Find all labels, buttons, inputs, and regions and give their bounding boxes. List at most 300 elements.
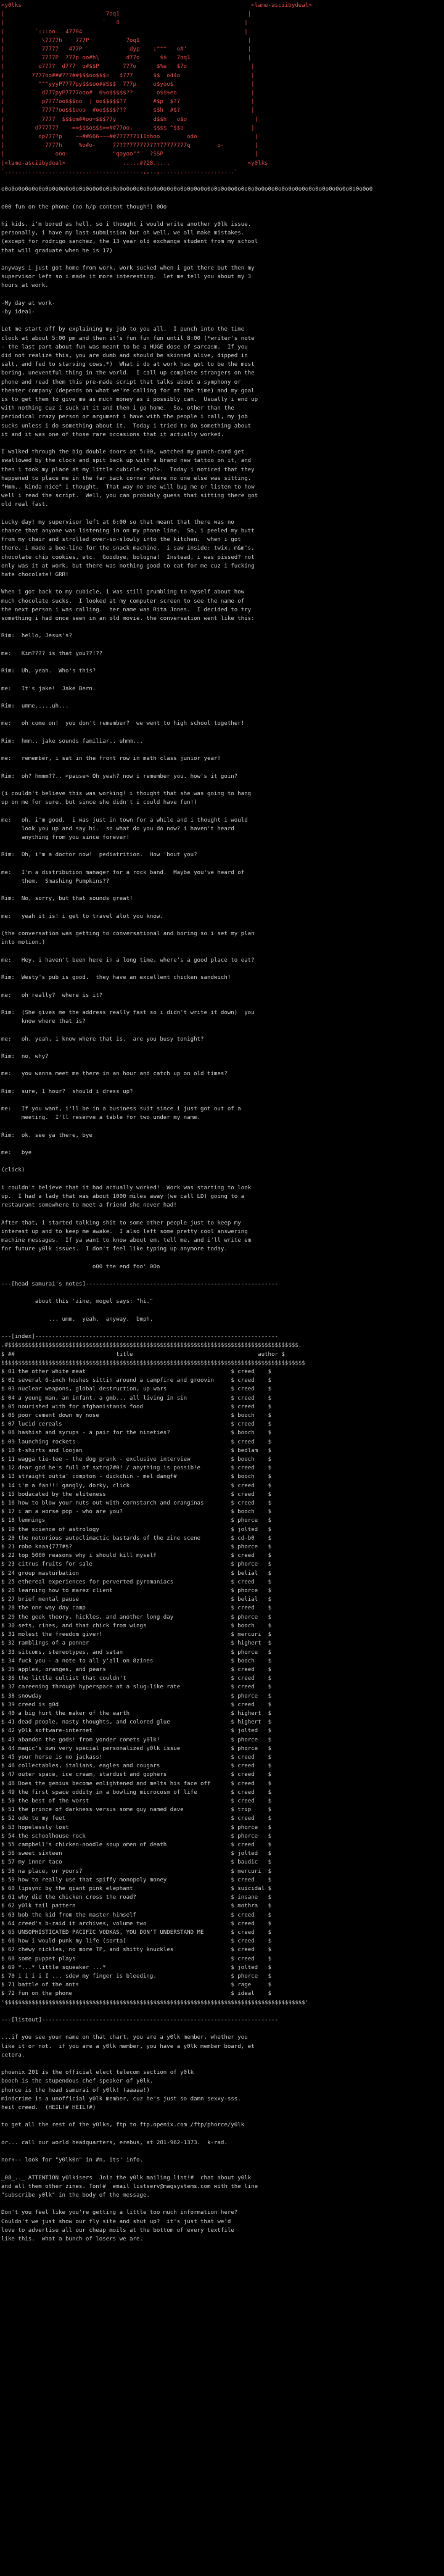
table-row: $ 47 outer space, ice cream, stardust and gophers $ creed $ [1,1772,272,1778]
row-number: 34 [7,1657,15,1664]
table-row: $ 61 why did the chicken cross the road? $ insane $ [1,1894,272,1901]
row-title: snowday [18,1693,228,1699]
listout-paragraph: phoenix 201 is the official elect telecom section of y0lk booch is the stupendous chef speaker of y0lk. phorce is the head samurai of y0lk! (aaaaa!) mindcrime is a unofficial y0lk member, cuz he's just so damn sexxy-sss. heil creed. (HEIL!# HEIL!#) [1,2070,241,2112]
row-author: ideal [237,1991,265,1997]
row-title: group masturbation [18,1570,228,1577]
row-number: 37 [7,1684,15,1691]
row-number: 45 [7,1754,15,1761]
row-author: phorce [237,1544,265,1551]
table-row: $ 63 bob the kid from the master himself $ creed $ [1,1912,272,1918]
row-number: 14 [7,1482,15,1489]
row-number: 32 [7,1640,15,1647]
row-number: 18 [7,1517,15,1524]
story-paragraph: When i got back to my cubicle, i was still grumbling to myself about how much chocolate sucks. I looked at my computer screen to see the name of the next person i was calling. her name was Rita Jones. I decided to try something i had once seen in an old movie. the conversation went like this: [1,589,255,622]
row-title: the best of the worst [18,1798,228,1804]
row-number: 41 [7,1719,15,1726]
ascii-header-tags [0,1,444,10]
table-row: $ 05 nourished with for afghanistanis food $ creed $ [1,1403,272,1410]
dialogue-line [0,702,444,711]
row-author: creed [237,1482,265,1489]
table-row: $ 54 the schoolhouse rock $ phorce $ [1,1833,272,1839]
row-number: 28 [7,1605,15,1612]
ascii-divider-bottom: `.........................................,,..,......................' [1,168,238,175]
row-number: 11 [7,1456,15,1463]
row-author: booch [237,1430,265,1437]
dialogue-line [0,1105,444,1122]
row-number: 56 [7,1851,15,1857]
row-author: creed [237,1947,265,1954]
dialogue-text: oh, i'm good. i was just in town for a while and i thought i would look you up and say hi. so what do you do now? i haven't heard anything from you since forever! [21,817,248,841]
row-title: i i i i I ... sdew my finger is bleeding. [18,1973,228,1980]
row-title: how to really use that spiffy monopoly money [18,1876,228,1883]
row-number: 40 [7,1710,15,1717]
row-author: suicidal [237,1885,265,1892]
story-paragraph: I walked through the big double doors at 5:00, watched my punch-card get swallowed by the clock and spit back up with a brand new tattoo on it, and then i took my place at my little cubicle <sp?>. Today i noticed that they happened to place me in the far back corner where no one else was sitting. "Hmm.. kinda nice" i thought. That way no one will bug me or listen to how well i read the script. Well, you can probably guess that sitting there got old real fast. [1,449,258,508]
row-author: jolted [237,1728,265,1735]
row-number: 09 [7,1439,15,1445]
story-click: (click) [1,1167,25,1174]
row-title: my inner taco [18,1859,228,1866]
table-row: $ 34 fuck you - a note to all y'all on 8zines $ booch $ [1,1657,272,1664]
dialogue-line [0,719,444,728]
row-author: phorce [237,1561,265,1568]
row-author: phorce [237,1736,265,1743]
row-number: 64 [7,1920,15,1927]
table-row: $ 26 learning how to marez client $ phorce $ [1,1588,272,1595]
table-row: $ 65 UNSOPHISTICATED PACIFIC VODKAS, YOU DON'T UNDERSTAND ME $ creed $ [1,1930,272,1936]
row-author: jolted [237,1526,265,1533]
row-number: 38 [7,1693,15,1699]
row-author: booch [237,1657,265,1664]
table-row: $ 27 brief mental pause $ belial $ [1,1596,272,1603]
table-row: $ 06 poor cement down my nose $ booch $ [1,1413,272,1419]
dialogue-text: oh come on! you don't remember? we went to high school together! [21,720,245,727]
table-row: $ 43 abandon the gods! from yonder comets y0lk! $ phorce $ [1,1736,272,1743]
row-number: 53 [7,1824,15,1831]
row-author: booch [237,1509,265,1516]
dialogue-text: I'm a distribution manager for a rock band. Maybe you've heard of them. Smashing Pumpkins?? [21,869,245,885]
row-author: booch [237,1622,265,1629]
row-number: 60 [7,1885,15,1892]
row-number: 01 [7,1369,15,1375]
row-author: creed [237,1403,265,1410]
story-closing: After that, i started talking shit to some other people just to keep my interest up and to keep me awake. I also left some pretty cool answering machine messages. If ya want to know about em, tell me, and i'll write em for future y0lk issues. I don't feel like typing up anymore today. [1,1220,252,1253]
table-row: $ 14 i'm a fan!!! gangly, dorky, click $ creed $ [1,1482,272,1489]
dialogue-line [0,754,444,763]
row-author: highert [237,1719,265,1726]
row-number: 42 [7,1728,15,1735]
row-title: *...* little squeaker ...* [18,1964,228,1971]
index-table [0,1368,444,1999]
row-number: 51 [7,1807,15,1814]
table-row: $ 24 group masturbation $ belial $ [1,1570,272,1577]
row-number: 52 [7,1815,15,1822]
notes-line-2: ... umm. yeah. anyway. bmph. [48,1316,154,1323]
dialogue-text: Kim???? is that you??!?? [21,650,103,657]
row-number: 05 [7,1403,15,1410]
dialogue-text: No, sorry, but that sounds great! [21,896,133,902]
listout-paragraph: to get all the rest of the y0lks, ftp to ftp.openix.com /ftp/phorce/y0lk [1,2122,245,2129]
dialogue-speaker: Rim: [1,1132,22,1139]
dialogue-line [0,956,444,965]
dialogue-line [0,632,444,640]
row-title: how to blow your nuts out with cornstarch and oranginas [18,1500,228,1507]
row-title: campbell's chicken-noodle soup omen of death [18,1841,228,1848]
table-row: $ 10 t-shirts and loojan $ bedlam $ [1,1447,272,1454]
table-row: $ 25 ethereal experiences for perverted pyromaniacs $ creed $ [1,1579,272,1585]
row-author: phorce [237,1693,265,1699]
row-author: highert [237,1710,265,1717]
dialogue-speaker: Rim: [1,896,22,902]
story-interlude: (the conversation was getting to conversational and boring so i set my plan into motion.) [1,931,255,946]
row-number: 68 [7,1955,15,1962]
dialogue-text: no, why? [21,1053,49,1060]
table-row: $ 52 ode to my feet $ creed $ [1,1815,272,1822]
row-title: the first space oddity in a bowling microcosm of life [18,1789,228,1796]
ascii-art-logo: | 7oq1 | | ` 4 | | `:::oo 47704 | | \7777h 777P 7oq1 | | 77777 477P dyp ;^^^ o#' | | 7777P 777p oo#h\ d77o $$ 7oq1 | | d777? d777 o#$$P 777o $%e $7o | | 7777oo###???##$$$oo$$$= 4777 $$ o44o | | ^^^yyyP7777py$$$oo##S$$ 777p o$yoo$ | | d777pyP7777ooo# 6%o$$$$$?? o$$%eo | | p7777oo$$$oo | oo$$$$$?? #$p $?? | | 7777?oo$$$ooo #oo$$$$??? $$h #$? | | 7777 $$$om##oo=$$$77y d$$h o$o | | d777777 -==$$$o$$$==##77oo, $$$$ ^$$o | | op777?p ~~##666~~~##777777111ohoo odo | | 7777h %o#o- 77???7777?7???77777777q o- | | ooo- "qoyoo"" ?SSP | [1,11,258,158]
row-author: mothra [237,1903,265,1910]
dialogue-text: (She gives me the address really fast so i didn't write it down) you know where that is? [21,1009,255,1025]
row-title: UNSOPHISTICATED PACIFIC VODKAS, YOU DON'T UNDERSTAND ME [18,1930,228,1936]
row-author: booch [237,1413,265,1419]
row-author: trip [237,1807,265,1814]
row-title: molest the freedom giver! [18,1632,228,1638]
row-title: straight outta' compton - dickchin - mel dangf# [18,1474,228,1480]
row-number: 20 [7,1535,15,1542]
row-author: jolted [237,1851,265,1857]
row-number: 03 [7,1386,15,1393]
dialogue-text: you wanna meet me there in an hour and catch up on old times? [21,1071,228,1078]
row-title: creed's b-raid it archives, volume two [18,1920,228,1927]
row-author: creed [237,1876,265,1883]
table-row: $ 30 sets, cines, and that chick from wings $ booch $ [1,1622,272,1629]
row-number: 61 [7,1894,15,1901]
story-closing: i couldn't believe that it had actually worked! Work was starting to look up. I had a lady that was about 1000 miles away (we call LD) going to a restaurant somewhere to meet a friend she never had! [1,1184,252,1209]
row-author: belial [237,1570,265,1577]
row-title: y0lk tail pattern [18,1903,228,1910]
row-author: highert [237,1640,265,1647]
row-author: creed [237,1938,265,1945]
table-row: $ 35 apples, oranges, and pears $ creed $ [1,1666,272,1673]
story-paragraph: anyways i just got home from work. work sucked when i got there but then my supervisor left so i made it more interesting. let me tell you about my 3 hours at work. [1,265,255,289]
dialogue-speaker: Rim: [1,1088,22,1095]
row-number: 72 [7,1991,15,1997]
row-number: 63 [7,1912,15,1918]
dialogue-line [0,1149,444,1157]
listout-paragraph: ...if you see your name on that chart, you are a y0lk member, whether you like it or not. if you are a y0lk member, you have a y0lk member board, et cetera. [1,2034,255,2058]
row-number: 58 [7,1868,15,1875]
dialogue-text: ok, see ya there, bye [21,1132,92,1139]
row-title: top 5000 reasons why i should kill myself [18,1553,228,1559]
row-author: mercuri [237,1632,265,1638]
dialogue-line [0,991,444,1000]
row-author: cd-b0 [237,1535,265,1542]
row-title: outer space, ice cream, stardust and gophers [18,1772,228,1778]
row-title: poor cement down my nose [18,1413,228,1419]
dialogue-text: yeah it is! i get to travel alot you know. [21,913,163,920]
dialogue-text: oh really? where is it? [21,992,103,999]
row-author: creed [237,1439,265,1445]
table-row: $ 15 bodacated by the eliteness $ creed $ [1,1491,272,1498]
table-row: $ 31 molest the freedom giver! $ mercuri $ [1,1632,272,1638]
row-title: the notorious autoclimactic bastards of the zine scene [18,1535,228,1542]
dialogue-text: Hey, i haven't been here in a long time, where's a good place to eat? [21,957,255,964]
row-title: some puppet plays [18,1955,228,1962]
table-row: $ 53 hopelessly lost $ phorce $ [1,1824,272,1831]
story-interlude: (i couldn't believe this was working! i thought that she was going to hang up on me for sure. but since she didn't i could have fun!) [1,790,252,806]
table-row: $ 39 creed is g0d $ creed $ [1,1701,272,1708]
row-author: creed [237,1912,265,1918]
index-header: ---[index]------------------------------------------------------------------------ [1,1334,278,1340]
row-title: dead people, nasty thoughts, and colored glue [18,1719,228,1726]
table-row: $ 12 dear god he's full of sxtrq7#0! / anything is possib!e $ creed $ [1,1465,272,1472]
row-title: lucid cereals [18,1421,228,1428]
row-title: dear god he's full of sxtrq7#0! / anything is possib!e [18,1465,228,1472]
table-row: $ 16 how to blow your nuts out with cornstarch and oranginas $ creed $ [1,1500,272,1507]
row-title: fun on the phone [18,1991,228,1997]
dialogue-speaker: me: [1,992,22,999]
story-body [0,220,444,1271]
row-author: phorce [237,1824,265,1831]
table-row: $ 33 sitcoms, stereotypes, and satan $ phorce $ [1,1649,272,1656]
dialogue-line [0,650,444,658]
row-author: insane [237,1894,265,1901]
table-row: $ 22 top 5000 reasons why i should kill myself $ creed $ [1,1553,272,1559]
row-author: phorce [237,1649,265,1656]
notes-line-1: about this 'zine, mogel says: "hi." [35,1298,154,1305]
dialogue-speaker: Rim: [1,1053,22,1060]
row-number: 26 [7,1588,15,1595]
dialogue-line [0,1070,444,1078]
table-row: $ 23 citrus fruits for sale $ phorce $ [1,1561,272,1568]
row-number: 17 [7,1509,15,1516]
row-number: 30 [7,1622,15,1629]
dialogue-speaker: me: [1,720,22,727]
table-row: $ 18 lemmings $ phorce $ [1,1517,272,1524]
row-author: creed [237,1579,265,1585]
row-number: 44 [7,1745,15,1752]
index-head-num: $ ## [1,1351,15,1358]
dialogue-text: Uh, yeah. Who's this? [21,668,96,675]
story-paragraph: Let me start off by explaining my job to you all. I punch into the time clock at about 5:00 pm and then it's fun fun fun until 8:00 (*writer's note - the last part about fun was meant to be a HUGE dose of sarcasm. If you did not realize this, you are dumb and should be skinned alive, dipped in salt, and fed to starving cows.*) What i do at work has got to be the most boring, uneventful thing in the world. I call up complete strangers on the phone and read them this pre-made script that talks about a symphony or theater company (depends on what we're calling for at the time) and my goal is to get them to give me as much money as i possibly can. Usually i end up with nothing cuz i suck at it and then i go home. So, other than the periodical crazy person or argument i have with the people i call, my job sucks unless i do something about it. Today i tried to do something about it and it was one of those rare occasions that it actually worked. [1,326,258,438]
row-title: the schoolhouse rock [18,1833,228,1839]
row-title: learning how to marez client [18,1588,228,1595]
row-author: creed [237,1553,265,1559]
dialogue-text: remember, i sat in the front row in math class junior year! [21,756,221,762]
row-number: 70 [7,1973,15,1980]
listout-body [0,2033,444,2252]
row-author: creed [237,1930,265,1936]
row-title: fuck you - a note to all y'all on 8zines [18,1657,228,1664]
row-number: 49 [7,1789,15,1796]
row-title: hashish and syrups - a pair for the nineties? [18,1430,228,1437]
dialogue-speaker: me: [1,817,22,824]
dialogue-text: oh, yeah, i know where that is. are you busy tonight? [21,1036,204,1042]
story-paragraph: -My day at work- -by idea1- [1,300,56,316]
row-number: 71 [7,1982,15,1989]
row-title: the science of astrology [18,1526,228,1533]
row-title: nuclear weapons, global destruction, up wars [18,1386,228,1393]
row-title: your horse is no jackass! [18,1754,228,1761]
table-row: $ 21 robo kaaa{777#$? $ phorce $ [1,1544,272,1551]
index-bottom-rule: '$$$$$$$$$$$$$$$$$$$$$$$$$$$$$$$$$$$$$$$$$$$$$$$$$$$$$$$$$$$$$$$$$$$$$$$$$$$$$$$$$$$$$$$$$' [1,1999,309,2006]
dialogue-line [0,667,444,675]
table-row: $ 46 collectables, italians, eagles and cougars $ creed $ [1,1763,272,1770]
row-author: creed [237,1772,265,1778]
row-author: creed [237,1500,265,1507]
table-row: $ 62 y0lk tail pattern $ mothra $ [1,1903,272,1910]
row-title: careening through hyperspace at a slug-like rate [18,1684,228,1691]
row-title: Does the genius become enlightened and melts his face off [18,1780,228,1787]
table-row: $ 13 straight outta' compton - dickchin - mel dangf# $ booch $ [1,1474,272,1480]
row-author: phorce [237,1614,265,1620]
table-row: $ 49 the first space oddity in a bowling microcosm of life $ creed $ [1,1789,272,1796]
dialogue-line [0,1052,444,1061]
table-row: $ 70 i i i i I ... sdew my finger is bleeding. $ phorce $ [1,1973,272,1980]
row-title: battle of the ants [18,1982,228,1989]
row-title: citrus fruits for sale [18,1561,228,1568]
table-row: $ 59 how to really use that spiffy monopoly money $ creed $ [1,1876,272,1883]
row-title: ode to my feet [18,1815,228,1822]
row-author: creed [237,1798,265,1804]
row-number: 46 [7,1763,15,1770]
listout-header: ---[listout]---------------------------------------------------------------------- [1,2017,278,2024]
row-number: 62 [7,1903,15,1910]
row-number: 02 [7,1377,15,1384]
dialogue-speaker: me: [1,1036,22,1042]
row-number: 54 [7,1833,15,1839]
row-title: the little cultist that couldn't [18,1675,228,1682]
dialogue-speaker: me: [1,756,22,762]
table-row: $ 03 nuclear weapons, global destruction, up wars $ creed $ [1,1386,272,1393]
dialogue-line [0,1131,444,1140]
row-author: creed [237,1465,265,1472]
row-author: phorce [237,1745,265,1752]
row-author: baudic [237,1859,265,1866]
row-author: phorce [237,1517,265,1524]
row-number: 65 [7,1930,15,1936]
story-paragraph: Lucky day! my supervisor left at 6:00 so that meant that there was no chance that anyone was listening in on my phone line. So, i peeled my butt from my chair and strolled over-so-slowly into the kitchen. when i got there, i made a bee-line for the snack machine. i saw inside: twix, m&m's, chocolate chip cookies, etc. Goodbye, bologna! Instead, i was pissed? not only was it at work, but there was nothing good to eat for me cuz i fucking hate chocolate! GRR! [1,519,255,579]
index-top-rule: .#$$$$$$$$$$$$$$$$$$$$$$$$$$$$$$$$$$$$$$$$$$$$$$$$$$$$$$$$$$$$$$$$$$$$$$$$$$$$$$$$$$$$$$. [1,1342,302,1349]
row-number: 66 [7,1938,15,1945]
row-title: abandon the gods! from yonder comets y0lk! [18,1736,228,1743]
row-author: bedlam [237,1447,265,1454]
row-title: nourished with for afghanistanis food [18,1403,228,1410]
row-author: creed [237,1605,265,1612]
row-author: creed [237,1666,265,1673]
table-row: $ 57 my inner taco $ baudic $ [1,1859,272,1866]
dialogue-line [0,912,444,921]
listout-paragraph: or... call our world headquarters, erebus, at 201-962-1373. k-rad. [1,2139,228,2146]
row-title: sets, cines, and that chick from wings [18,1622,228,1629]
story-end: o00 the end foo' 0Oo [1,1263,160,1270]
row-author: belial [237,1596,265,1603]
row-title: the prince of darkness versus some guy named dave [18,1807,228,1814]
table-row: $ 40 a big hurt the maker of the earth $ highert $ [1,1710,272,1717]
row-number: 16 [7,1500,15,1507]
row-author: creed [237,1386,265,1393]
row-number: 50 [7,1798,15,1804]
table-row: $ 44 magic's own very special personalized y0lk issue $ phorce $ [1,1745,272,1752]
dialogue-line [0,772,444,781]
row-number: 48 [7,1780,15,1787]
row-number: 19 [7,1526,15,1533]
row-title: lipsync by the giant pink elephant [18,1885,228,1892]
row-author: phorce [237,1588,265,1595]
row-author: creed [237,1369,265,1375]
dialogue-text: hello, Jesus's? [21,633,72,640]
table-row: $ 56 sweet sixteen $ jolted $ [1,1851,272,1857]
dialogue-text: umme.....uh... [21,703,69,710]
table-row: $ 20 the notorious autoclimactic bastards of the zine scene $ cd-b0 $ [1,1535,272,1542]
row-number: 33 [7,1649,15,1656]
row-number: 67 [7,1947,15,1954]
dialogue-line [0,1088,444,1096]
row-title: ramblings of a ponner [18,1640,228,1647]
row-number: 39 [7,1701,15,1708]
dialogue-line [0,894,444,903]
notes-header: ---[head samurai's notes]--------------------------------------------------------- [1,1281,278,1288]
story-title: o00 fun on the phone (no h/p content though!) 0Oo [1,204,167,210]
table-row: $ 02 several 6-inch hoshes sittin around a campfire and groovin $ creed $ [1,1377,272,1384]
row-number: 10 [7,1447,15,1454]
row-number: 43 [7,1736,15,1743]
dialogue-speaker: Rim: [1,773,22,780]
dialogue-text: hmm.. jake sounds familiar.. uhmm... [21,738,143,745]
row-title: hopelessly lost [18,1824,228,1831]
row-title: why did the chicken cross the road? [18,1894,228,1901]
dialogue-speaker: Rim: [1,852,22,859]
table-row: $ 04 a young man, an infant, a gmb... all living in sin $ creed $ [1,1395,272,1402]
table-row: $ 51 the prince of darkness versus some guy named dave $ trip $ [1,1807,272,1814]
row-author: creed [237,1754,265,1761]
table-row: $ 09 launching rockets $ creed $ [1,1439,272,1445]
header-tag-left: <y0lks [1,2,22,9]
row-author: creed [237,1395,265,1402]
row-author: booch [237,1456,265,1463]
dialogue-speaker: Rim: [1,668,22,675]
table-row: $ 60 lipsync by the giant pink elephant $ suicidal $ [1,1885,272,1892]
row-title: brief mental pause [18,1596,228,1603]
row-title: magic's own very special personalized y0lk issue [18,1745,228,1752]
row-author: jolted [237,1964,265,1971]
ascii-divider: |<lame-asciibydeal> .....#?28..... <y0lks [1,160,268,167]
dialogue-speaker: me: [1,1106,22,1113]
row-title: sitcoms, stereotypes, and satan [18,1649,228,1656]
table-row: $ 50 the best of the worst $ creed $ [1,1798,272,1804]
dialogue-text: It's jake! Jake Bern. [21,685,96,692]
row-number: 57 [7,1859,15,1866]
listout-paragraph: Don't you feel like you're getting a little too much information here? Couldn't we just show our fly site and shut up? it's just that we'd love to advertise all our cheap moils at the bottom of every textfile like this. what a bunch of losers we are. [1,2210,238,2242]
row-author: creed [237,1789,265,1796]
row-author: creed [237,1684,265,1691]
row-author: creed [237,1920,265,1927]
dialogue-speaker: Rim: [1,738,22,745]
table-row: $ 37 careening through hyperspace at a slug-like rate $ creed $ [1,1684,272,1691]
table-row: $ 28 the one way day camp $ creed $ [1,1605,272,1612]
row-title: the other white meat [18,1369,228,1375]
table-row: $ 48 Does the genius become enlightened and melts his face off $ creed $ [1,1780,272,1787]
row-title: ethereal experiences for perverted pyromaniacs [18,1579,228,1585]
row-author: creed [237,1701,265,1708]
row-title: creed is g0d [18,1701,228,1708]
dialogue-line [0,869,444,886]
row-number: 47 [7,1772,15,1778]
table-row: $ 67 chewy nickles, no more TP, and shitty knuckles $ creed $ [1,1947,272,1954]
row-author: creed [237,1491,265,1498]
table-row: $ 42 y0lk software-internet $ jolted $ [1,1728,272,1735]
row-author: creed [237,1377,265,1384]
